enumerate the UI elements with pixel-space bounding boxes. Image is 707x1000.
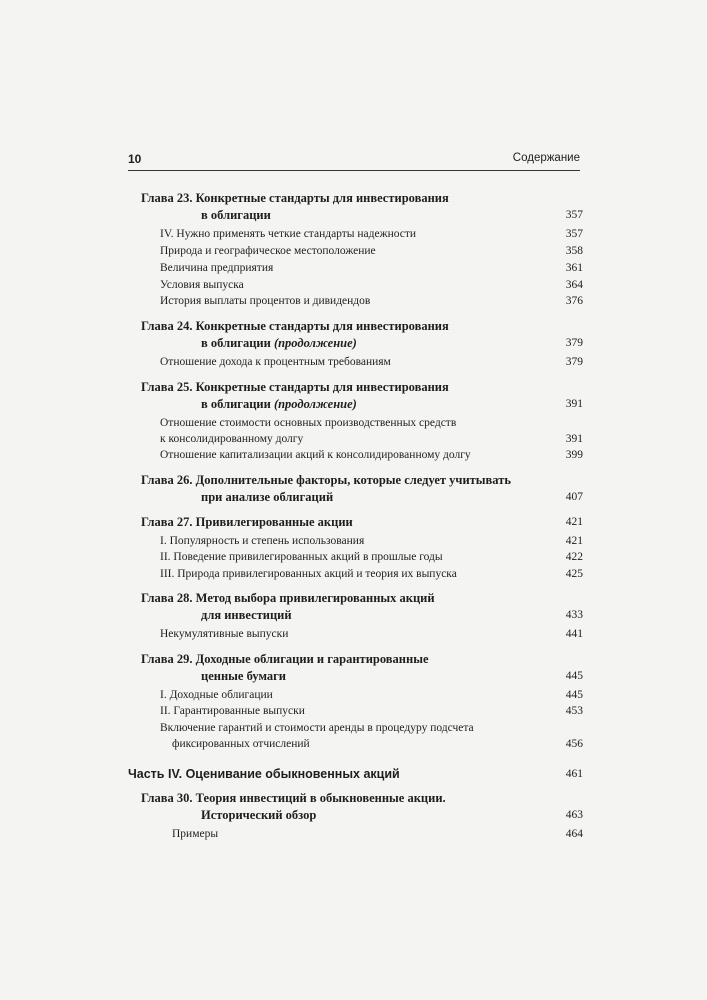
- toc-text: Включение гарантий и стоимости аренды в процедуру подсчета: [160, 722, 474, 734]
- toc-text: История выплаты процентов и дивидендов: [160, 295, 371, 307]
- page-ref: 441: [565, 628, 583, 640]
- toc-text: I. Доходные облигации: [160, 689, 273, 701]
- toc-text: Глава 25. Конкретные стандарты для инвестирования: [141, 380, 449, 394]
- toc-chapter-28-cont[interactable]: [201, 607, 583, 623]
- toc-text: в облигации: [201, 397, 274, 411]
- toc-text: фиксированных отчислений: [172, 738, 310, 750]
- page-ref: 358: [565, 245, 583, 257]
- chapter-title: Глава 23. Конкретные стандарты для инвестирования: [141, 191, 449, 205]
- toc-text: Отношение капитализации акций к консолидированному долгу: [160, 449, 471, 461]
- toc-text: (продолжение): [273, 397, 357, 411]
- page-ref: 463: [565, 809, 583, 821]
- page-ref: 445: [565, 689, 583, 701]
- toc-text: Природа и географическое местоположение: [160, 245, 376, 257]
- toc-text: (продолжение): [273, 336, 357, 350]
- toc-text: при анализе облигаций: [201, 490, 334, 504]
- toc-text: Примеры: [172, 828, 219, 840]
- toc-chapter-29[interactable]: [141, 651, 583, 667]
- toc-chapter-29-cont[interactable]: [201, 668, 583, 684]
- toc-text: Величина предприятия: [160, 262, 274, 274]
- toc-chapter-26[interactable]: [141, 472, 583, 488]
- page-ref: 391: [565, 433, 583, 445]
- toc-entry[interactable]: [160, 626, 583, 642]
- toc-text: Отношение дохода к процентным требованиям: [160, 356, 391, 368]
- toc-chapter-27[interactable]: [141, 514, 583, 530]
- page-ref: 357: [565, 228, 583, 240]
- toc-text: Глава 30. Теория инвестиций в обыкновенные акции.: [141, 791, 446, 805]
- page-ref: 456: [565, 738, 583, 750]
- toc-chapter-26-cont[interactable]: [201, 489, 583, 505]
- toc-text: к консолидированному долгу: [160, 433, 304, 445]
- page-ref: 433: [565, 609, 583, 621]
- toc-chapter-23-cont[interactable]: [201, 207, 583, 223]
- page-ref: 461: [565, 768, 583, 780]
- toc-entry[interactable]: [160, 687, 583, 703]
- page-ref: 453: [565, 705, 583, 717]
- toc-chapter-25-cont[interactable]: [201, 396, 583, 412]
- page-ref: 361: [565, 262, 583, 274]
- toc-chapter-28[interactable]: [141, 590, 583, 606]
- toc-text: Глава 26. Дополнительные факторы, которые следует учитывать: [141, 473, 511, 487]
- toc-entry[interactable]: [160, 293, 583, 309]
- toc-entry[interactable]: [160, 354, 583, 370]
- toc-chapter-30[interactable]: [141, 790, 583, 806]
- toc-entry[interactable]: [160, 533, 583, 549]
- toc-entry[interactable]: [160, 720, 583, 736]
- toc-entry[interactable]: [172, 826, 583, 842]
- toc-text: Исторический обзор: [201, 808, 317, 822]
- page-ref: 425: [565, 568, 583, 580]
- page-ref: 464: [565, 828, 583, 840]
- toc-entry[interactable]: [160, 226, 583, 242]
- toc-chapter-25[interactable]: [141, 379, 583, 395]
- toc-text: III. Природа привилегированных акций и теория их выпуска: [160, 568, 457, 580]
- toc-text: в облигации: [201, 336, 274, 350]
- toc-text: IV. Нужно применять четкие стандарты надежности: [160, 228, 417, 240]
- page-ref: 445: [565, 670, 583, 682]
- toc-entry[interactable]: [160, 415, 583, 431]
- toc-text: Глава 29. Доходные облигации и гарантированные: [141, 652, 429, 666]
- toc-chapter-30-cont[interactable]: [201, 807, 583, 823]
- page-ref: 421: [565, 535, 583, 547]
- toc-entry-cont[interactable]: [172, 736, 583, 752]
- section-title: Содержание: [512, 152, 580, 164]
- toc-text: в облигации: [201, 208, 271, 222]
- toc-text: Глава 24. Конкретные стандарты для инвестирования: [141, 319, 449, 333]
- toc-text: Часть IV. Оценивание обыкновенных акций: [128, 767, 400, 781]
- toc-chapter-23[interactable]: [141, 190, 583, 206]
- page-ref: 399: [565, 449, 583, 461]
- toc-text: для инвестиций: [201, 608, 292, 622]
- toc-text: Глава 28. Метод выбора привилегированных акций: [141, 591, 435, 605]
- toc-part-4[interactable]: [128, 766, 583, 782]
- page-ref: 407: [565, 491, 583, 503]
- page-ref: 364: [565, 279, 583, 291]
- toc-text: Условия выпуска: [160, 279, 244, 291]
- toc-entry[interactable]: [160, 243, 583, 259]
- toc-text: Отношение стоимости основных производственных средств: [160, 417, 457, 429]
- page-number: 10: [128, 152, 142, 166]
- toc-text: ценные бумаги: [201, 669, 287, 683]
- toc-text: II. Гарантированные выпуски: [160, 705, 305, 717]
- page-ref: 376: [565, 295, 583, 307]
- toc-text: Глава 27. Привилегированные акции: [141, 515, 353, 529]
- page-ref: 391: [565, 398, 583, 410]
- page-ref: 379: [565, 337, 583, 349]
- toc-text: II. Поведение привилегированных акций в прошлые годы: [160, 551, 443, 563]
- toc-entry[interactable]: [160, 260, 583, 276]
- page-ref: 357: [565, 209, 583, 221]
- toc-entry[interactable]: [160, 549, 583, 565]
- toc-chapter-24-cont[interactable]: [201, 335, 583, 351]
- page-ref: 422: [565, 551, 583, 563]
- toc-entry-cont[interactable]: [160, 431, 583, 447]
- toc-entry[interactable]: [160, 703, 583, 719]
- toc-chapter-24[interactable]: [141, 318, 583, 334]
- toc-entry[interactable]: [160, 277, 583, 293]
- toc-text: I. Популярность и степень использования: [160, 535, 365, 547]
- page-ref: 379: [565, 356, 583, 368]
- toc-entry[interactable]: [160, 447, 583, 463]
- toc-entry[interactable]: [160, 566, 583, 582]
- toc-text: Некумулятивные выпуски: [160, 628, 289, 640]
- page-ref: 421: [565, 516, 583, 528]
- running-header: [128, 150, 580, 171]
